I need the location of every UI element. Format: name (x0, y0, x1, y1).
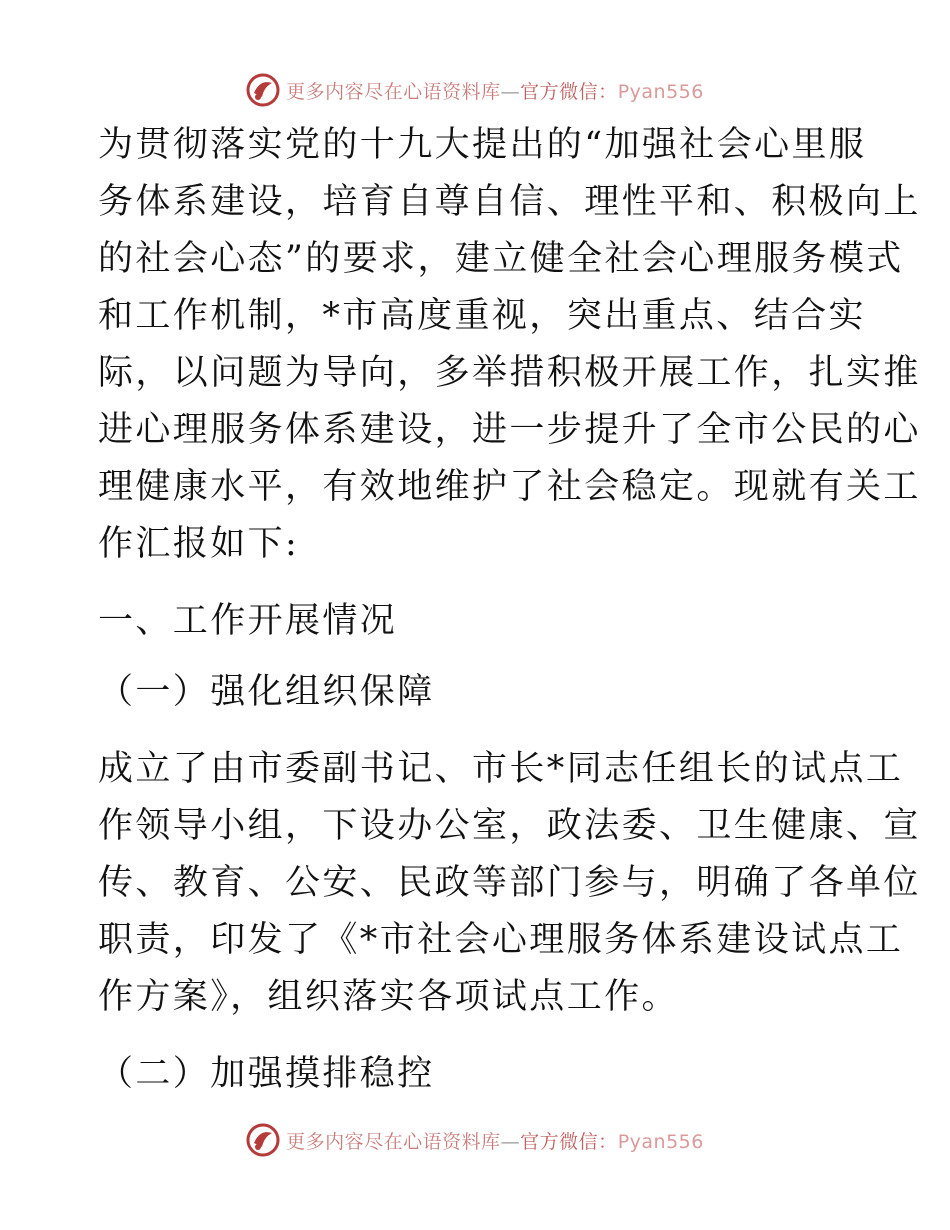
brand-logo-icon (246, 73, 280, 107)
text-line: 作方案》，组织落实各项试点工作。 (98, 977, 679, 1017)
text-line: 作领导小组，下设办公室，政法委、卫生健康、宣 (98, 806, 921, 846)
subsection-heading: （一）强化组织保障 (98, 672, 435, 712)
watermark-id: Pyan556 (617, 1130, 704, 1153)
subsection-heading: （二）加强摸排稳控 (98, 1054, 435, 1094)
watermark-label: 官方微信： (520, 80, 618, 103)
text-line: 成立了由市委副书记、市长*同志任组长的试点工 (98, 749, 904, 789)
watermark-separator: — (500, 1130, 521, 1153)
watermark-text (286, 1127, 704, 1154)
watermark-id: Pyan556 (617, 80, 704, 103)
watermark-brand: 更多内容尽在心语资料库 (286, 80, 501, 103)
watermark-separator: — (500, 80, 521, 103)
watermark-text (286, 77, 704, 104)
text-line: 的社会心态”的要求，建立健全社会心理服务模式 (98, 239, 904, 279)
text-line: 为贯彻落实党的十九大提出的“加强社会心里服 (98, 125, 867, 165)
text-line: 作汇报如下: (98, 524, 300, 564)
text-line: 职责，印发了《*市社会心理服务体系建设试点工 (98, 920, 904, 960)
text-line: 和工作机制，*市高度重视，突出重点、结合实 (98, 296, 866, 336)
brand-logo-icon (246, 1123, 280, 1157)
text-line: 进心理服务体系建设，进一步提升了全市公民的心 (98, 410, 921, 450)
subsection-paragraph (98, 741, 921, 1026)
text-line: 务体系建设，培育自尊自信、理性平和、积极向上 (98, 182, 921, 222)
section-heading: 一、工作开展情况 (98, 601, 398, 641)
watermark-footer (0, 1120, 950, 1160)
document-body (98, 117, 921, 1103)
watermark-header (0, 70, 950, 110)
watermark-label: 官方微信： (520, 1130, 618, 1153)
intro-paragraph (98, 117, 921, 573)
watermark-brand: 更多内容尽在心语资料库 (286, 1130, 501, 1153)
text-line: 理健康水平，有效地维护了社会稳定。现就有关工 (98, 467, 921, 507)
text-line: 际，以问题为导向，多举措积极开展工作，扎实推 (98, 353, 921, 393)
text-line: 传、教育、公安、民政等部门参与，明确了各单位 (98, 863, 921, 903)
